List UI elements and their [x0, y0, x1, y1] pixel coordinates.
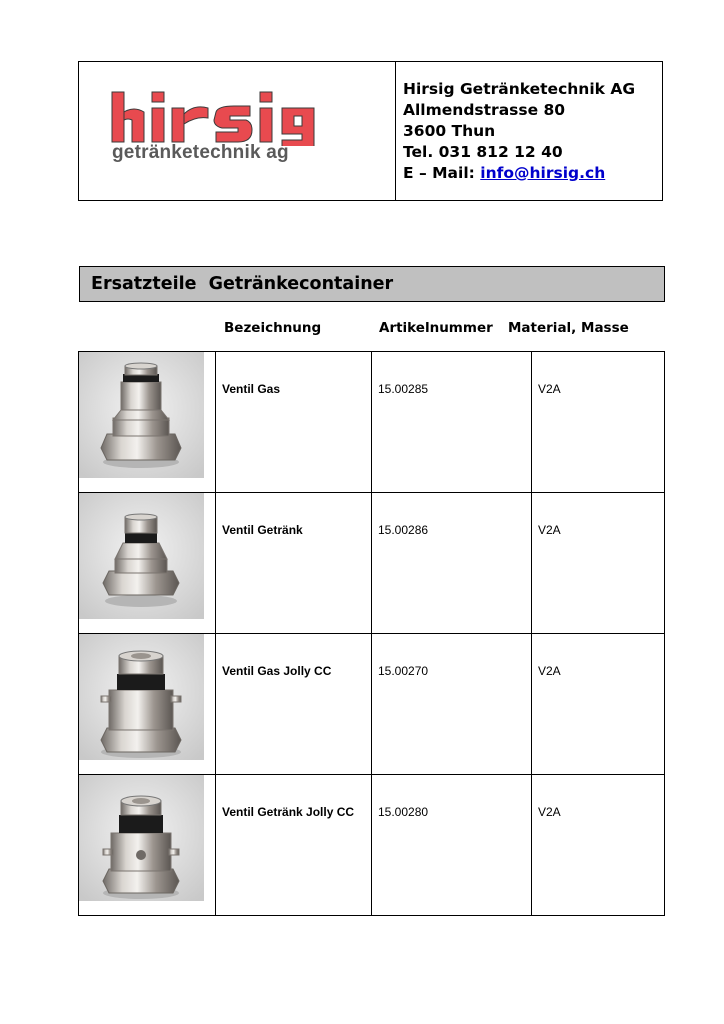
table-row: [79, 352, 665, 493]
material-cell: [532, 352, 665, 493]
column-header-article: Artikelnummer: [379, 320, 493, 336]
company-street: Allmendstrasse 80: [403, 101, 566, 119]
logo-subtitle: getränketechnik ag: [112, 142, 289, 163]
parts-table: [78, 351, 665, 916]
part-name: Ventil Gas Jolly CC: [222, 664, 332, 678]
table-row: [79, 775, 665, 916]
article-number-cell: [372, 493, 532, 634]
valve-beverage-jolly-photo-icon: [79, 775, 204, 901]
valve-gas-photo-icon: [79, 352, 204, 478]
article-number: 15.00280: [378, 805, 429, 819]
material: V2A: [538, 523, 561, 537]
column-header-material: Material, Masse: [508, 320, 629, 336]
article-number: 15.00285: [378, 382, 429, 396]
column-header-name: Bezeichnung: [224, 320, 322, 336]
article-number-cell: [372, 775, 532, 916]
material: V2A: [538, 805, 561, 819]
valve-gas-jolly-photo-icon: [79, 634, 204, 760]
photo-cell: [79, 775, 216, 916]
letterhead: [78, 61, 663, 201]
material-cell: [532, 634, 665, 775]
contact-block: [396, 62, 662, 200]
part-name: Ventil Getränk: [222, 523, 303, 537]
company-city: 3600 Thun: [403, 122, 496, 140]
company-name: Hirsig Getränketechnik AG: [403, 80, 636, 98]
article-number: 15.00270: [378, 664, 429, 678]
part-name-cell: [216, 352, 372, 493]
section-title: Ersatzteile Getränkecontainer: [79, 266, 665, 302]
material: V2A: [538, 382, 561, 396]
article-number: 15.00286: [378, 523, 429, 537]
logo-cell: [79, 62, 396, 200]
material-cell: [532, 775, 665, 916]
part-name-cell: [216, 634, 372, 775]
part-name-cell: [216, 493, 372, 634]
part-name: Ventil Getränk Jolly CC: [222, 805, 355, 819]
part-name-cell: [216, 775, 372, 916]
hirsig-logo-icon: [110, 90, 395, 146]
valve-beverage-photo-icon: [79, 493, 204, 619]
table-row: [79, 634, 665, 775]
email-label: E – Mail:: [403, 164, 475, 182]
photo-cell: [79, 352, 216, 493]
article-number-cell: [372, 634, 532, 775]
table-row: [79, 493, 665, 634]
material-cell: [532, 493, 665, 634]
company-email-line: [403, 163, 662, 184]
part-name: Ventil Gas: [222, 382, 281, 396]
material: V2A: [538, 664, 561, 678]
company-phone: Tel. 031 812 12 40: [403, 143, 563, 161]
photo-cell: [79, 634, 216, 775]
email-link[interactable]: info@hirsig.ch: [480, 164, 606, 182]
photo-cell: [79, 493, 216, 634]
article-number-cell: [372, 352, 532, 493]
